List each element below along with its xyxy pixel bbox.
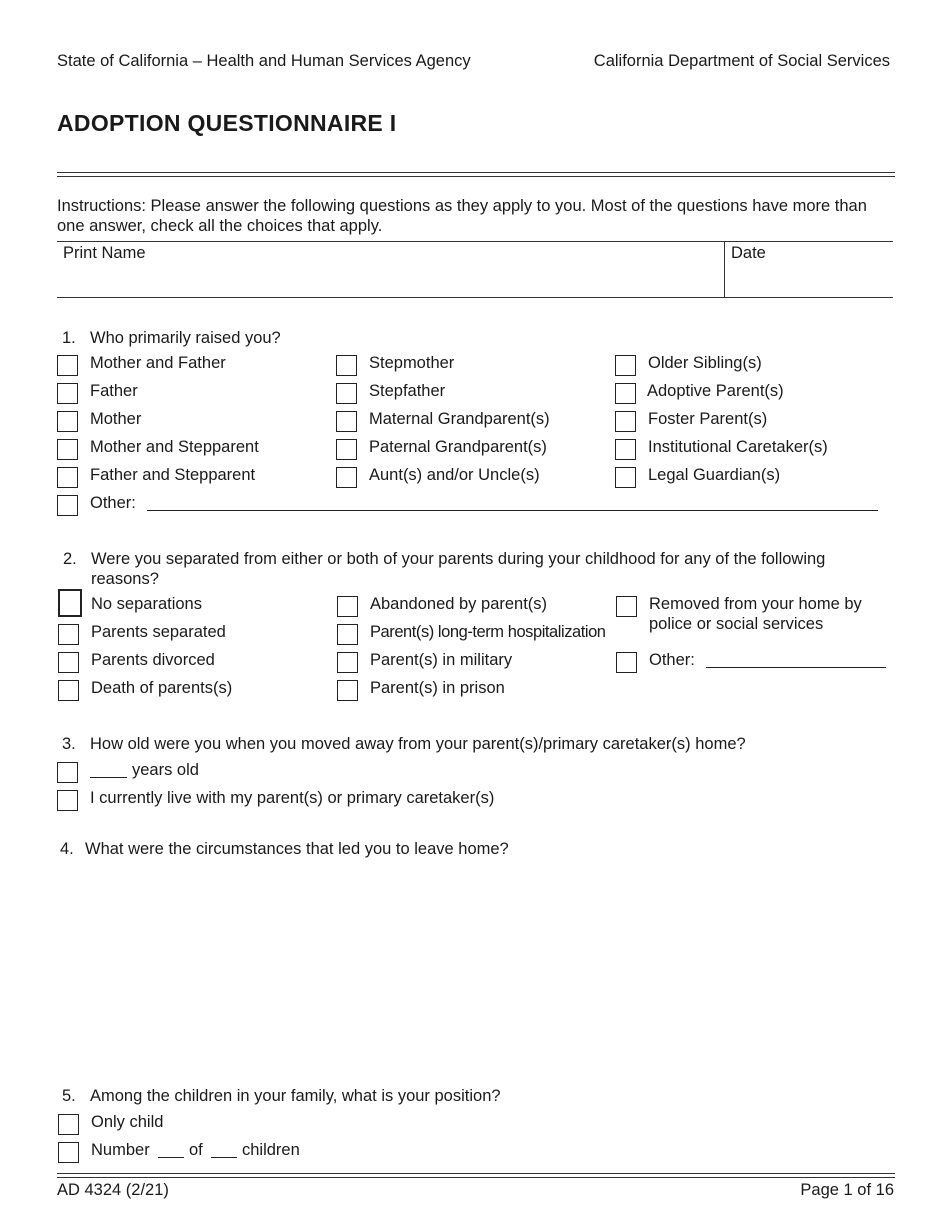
q2-other-label: Other: — [649, 651, 695, 669]
q1-option-label: Mother — [90, 410, 142, 428]
q2-checkbox-parents-separated[interactable] — [58, 624, 79, 645]
agency-header: State of California – Health and Human Services Agency — [57, 52, 471, 70]
q2-option-label: Parent(s) in military — [370, 651, 513, 669]
q2-checkbox-other[interactable] — [616, 652, 637, 673]
q5-question: Among the children in your family, what is your position? — [90, 1087, 501, 1105]
q1-option-label: Mother and Father — [90, 354, 226, 372]
q4-answer-area[interactable] — [85, 868, 885, 1068]
q1-checkbox-father[interactable] — [57, 383, 78, 404]
q3-years-input[interactable] — [90, 777, 127, 778]
q4-number: 4. — [60, 840, 74, 858]
q1-checkbox-stepfather[interactable] — [336, 383, 357, 404]
q5-number-label: Number — [91, 1141, 150, 1159]
q1-option-label: Older Sibling(s) — [648, 354, 762, 372]
form-title: ADOPTION QUESTIONNAIRE I — [57, 110, 397, 136]
field-bottom-border — [57, 297, 893, 298]
q1-other-label: Other: — [90, 494, 136, 512]
q1-checkbox-mother-and-father[interactable] — [57, 355, 78, 376]
q2-question-line2: reasons? — [91, 570, 159, 588]
q2-checkbox-removed-from-home[interactable] — [616, 596, 637, 617]
q1-option-label: Paternal Grandparent(s) — [369, 438, 547, 456]
q1-question: Who primarily raised you? — [90, 329, 281, 347]
q2-checkbox-parents-divorced[interactable] — [58, 652, 79, 673]
q2-option-label: Death of parents(s) — [91, 679, 233, 697]
q1-option-label: Foster Parent(s) — [648, 410, 768, 428]
q1-checkbox-adoptive-parents[interactable] — [615, 383, 636, 404]
q1-option-label: Aunt(s) and/or Uncle(s) — [369, 466, 540, 484]
q1-checkbox-maternal-grandparents[interactable] — [336, 411, 357, 432]
q2-option-label: Parents divorced — [91, 651, 215, 669]
q2-number: 2. — [63, 550, 77, 568]
q2-option-label: Parents separated — [91, 623, 226, 641]
q2-checkbox-death-of-parents[interactable] — [58, 680, 79, 701]
q5-option-label: Only child — [91, 1113, 164, 1131]
q3-number: 3. — [62, 735, 76, 753]
q2-checkbox-prison[interactable] — [337, 680, 358, 701]
q3-checkbox-currently-live[interactable] — [57, 790, 78, 811]
q2-checkbox-abandoned[interactable] — [337, 596, 358, 617]
q1-checkbox-stepmother[interactable] — [336, 355, 357, 376]
q3-years-label: years old — [132, 761, 199, 779]
title-divider — [57, 172, 895, 177]
q2-option-label: Removed from your home by — [649, 595, 862, 613]
q1-option-label: Adoptive Parent(s) — [647, 382, 784, 400]
q1-option-label: Father — [90, 382, 138, 400]
field-divider — [724, 241, 725, 298]
q1-option-label: Maternal Grandparent(s) — [369, 410, 550, 428]
field-top-border — [57, 241, 893, 242]
q2-option-label: Parent(s) in prison — [370, 679, 505, 697]
q1-checkbox-institutional-caretakers[interactable] — [615, 439, 636, 460]
q1-checkbox-older-siblings[interactable] — [615, 355, 636, 376]
q3-checkbox-years-old[interactable] — [57, 762, 78, 783]
page-number: Page 1 of 16 — [800, 1181, 894, 1199]
date-label: Date — [731, 244, 766, 262]
q1-checkbox-other[interactable] — [57, 495, 78, 516]
q2-option-label: Parent(s) long-term hospitalization — [370, 623, 606, 641]
q1-option-label: Father and Stepparent — [90, 466, 256, 484]
q3-option-label: I currently live with my parent(s) or primary caretaker(s) — [90, 789, 495, 807]
q1-checkbox-aunts-uncles[interactable] — [336, 467, 357, 488]
print-name-input[interactable] — [60, 266, 720, 295]
q1-checkbox-father-and-stepparent[interactable] — [57, 467, 78, 488]
q2-option-label: Abandoned by parent(s) — [370, 595, 548, 613]
instructions: Instructions: Please answer the following questions as they apply to you. Most of the questions have more than one answer, check all the choices that apply. — [57, 197, 867, 235]
q1-option-label: Mother and Stepparent — [90, 438, 259, 456]
q5-of-label: of — [189, 1141, 203, 1159]
q1-checkbox-legal-guardians[interactable] — [615, 467, 636, 488]
q4-question: What were the circumstances that led you to leave home? — [85, 840, 509, 858]
q1-number: 1. — [62, 329, 76, 347]
q1-checkbox-paternal-grandparents[interactable] — [336, 439, 357, 460]
q1-option-label: Stepmother — [369, 354, 455, 372]
q5-checkbox-only-child[interactable] — [58, 1114, 79, 1135]
q2-checkbox-no-separations[interactable] — [58, 589, 82, 617]
q2-option-label-line2: police or social services — [649, 615, 824, 633]
q5-children-label: children — [242, 1141, 300, 1159]
department-header: California Department of Social Services — [593, 52, 890, 70]
q1-checkbox-mother[interactable] — [57, 411, 78, 432]
date-input[interactable] — [728, 266, 890, 295]
q2-question-line1: Were you separated from either or both of your parents during your childhood for any of the following — [91, 550, 826, 568]
footer-divider — [57, 1173, 895, 1178]
q2-checkbox-military[interactable] — [337, 652, 358, 673]
q5-checkbox-number-of[interactable] — [58, 1142, 79, 1163]
q5-number: 5. — [62, 1087, 76, 1105]
q2-checkbox-hospitalization[interactable] — [337, 624, 358, 645]
q5-total-input[interactable] — [211, 1157, 237, 1158]
q1-checkbox-foster-parents[interactable] — [615, 411, 636, 432]
q1-option-label: Institutional Caretaker(s) — [648, 438, 828, 456]
q2-option-label: No separations — [91, 595, 202, 613]
form-code: AD 4324 (2/21) — [57, 1181, 169, 1199]
q3-question: How old were you when you moved away from your parent(s)/primary caretaker(s) home? — [90, 735, 746, 753]
q1-checkbox-mother-and-stepparent[interactable] — [57, 439, 78, 460]
q5-position-input[interactable] — [158, 1157, 184, 1158]
q2-other-input[interactable] — [706, 667, 886, 668]
print-name-label: Print Name — [63, 244, 146, 262]
q1-option-label: Legal Guardian(s) — [648, 466, 781, 484]
q1-other-input[interactable] — [147, 510, 878, 511]
q1-option-label: Stepfather — [369, 382, 446, 400]
